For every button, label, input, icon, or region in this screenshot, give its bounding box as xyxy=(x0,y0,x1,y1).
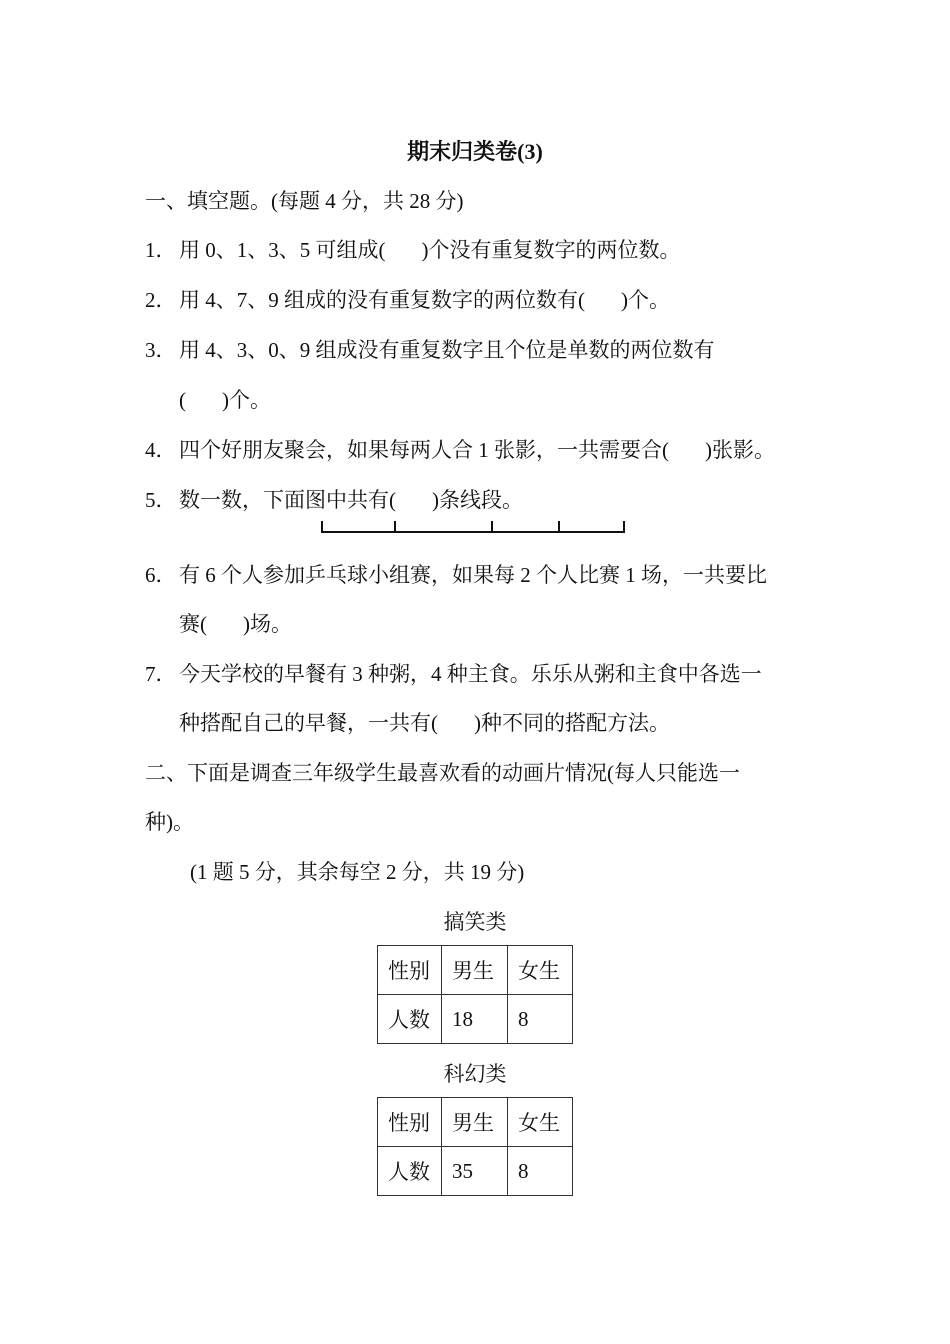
section-1-heading: 一、填空题。(每题 4 分，共 28 分) xyxy=(145,189,464,213)
table-cell: 8 xyxy=(508,1147,573,1196)
question-number: 7． xyxy=(145,662,177,686)
section-2-heading: 二、下面是调查三年级学生最喜欢看的动画片情况(每人只能选一 xyxy=(145,761,740,785)
question-3-line-1: 3． 用 4、3、0、9 组成没有重复数字且个位是单数的两位数有 xyxy=(145,335,715,365)
question-3-line-2: ( )个。 xyxy=(179,388,271,412)
table-row xyxy=(378,946,573,995)
question-6-line-1: 6． 有 6 个人参加乒乓球小组赛，如果每 2 个人比赛 1 场，一共要比 xyxy=(145,560,767,590)
table-cell: 18 xyxy=(442,995,508,1044)
table-cell: 男生 xyxy=(442,946,508,995)
table-cell: 8 xyxy=(508,995,573,1044)
question-number: 6． xyxy=(145,563,177,587)
section-2-score-note: (1 题 5 分，其余每空 2 分，共 19 分) xyxy=(190,860,525,884)
page-title: 期末归类卷(3) xyxy=(407,139,543,164)
table-cell: 35 xyxy=(442,1147,508,1196)
question-number: 2． xyxy=(145,288,177,312)
table-cell: 性别 xyxy=(378,1098,442,1147)
question-5: 5． 数一数，下面图中共有( )条线段。 xyxy=(145,485,523,515)
comedy-table xyxy=(377,945,573,1044)
question-number: 5． xyxy=(145,488,177,512)
table-caption-comedy: 搞笑类 xyxy=(443,910,507,934)
table-row xyxy=(378,995,573,1044)
table-cell: 男生 xyxy=(442,1098,508,1147)
question-2: 2． 用 4、7、9 组成的没有重复数字的两位数有( )个。 xyxy=(145,285,670,315)
question-6-line-2: 赛( )场。 xyxy=(179,612,292,636)
table-cell: 人数 xyxy=(378,1147,442,1196)
table-cell: 人数 xyxy=(378,995,442,1044)
section-2-heading-cont: 种)。 xyxy=(145,810,194,834)
table-cell: 女生 xyxy=(508,946,573,995)
question-number: 3． xyxy=(145,338,177,362)
question-1: 1． 用 0、1、3、5 可组成( )个没有重复数字的两位数。 xyxy=(145,235,681,265)
question-number: 1． xyxy=(145,238,177,262)
question-4: 4． 四个好朋友聚会，如果每两人合 1 张影，一共需要合( )张影。 xyxy=(145,435,775,465)
question-7-line-2: 种搭配自己的早餐，一共有( )种不同的搭配方法。 xyxy=(179,711,670,735)
table-cell: 女生 xyxy=(508,1098,573,1147)
table-cell: 性别 xyxy=(378,946,442,995)
line-segment-figure xyxy=(321,520,625,534)
scifi-table xyxy=(377,1097,573,1196)
table-caption-scifi: 科幻类 xyxy=(443,1062,507,1086)
question-number: 4． xyxy=(145,438,177,462)
question-7-line-1: 7． 今天学校的早餐有 3 种粥，4 种主食。乐乐从粥和主食中各选一 xyxy=(145,659,762,689)
table-row xyxy=(378,1098,573,1147)
table-row xyxy=(378,1147,573,1196)
